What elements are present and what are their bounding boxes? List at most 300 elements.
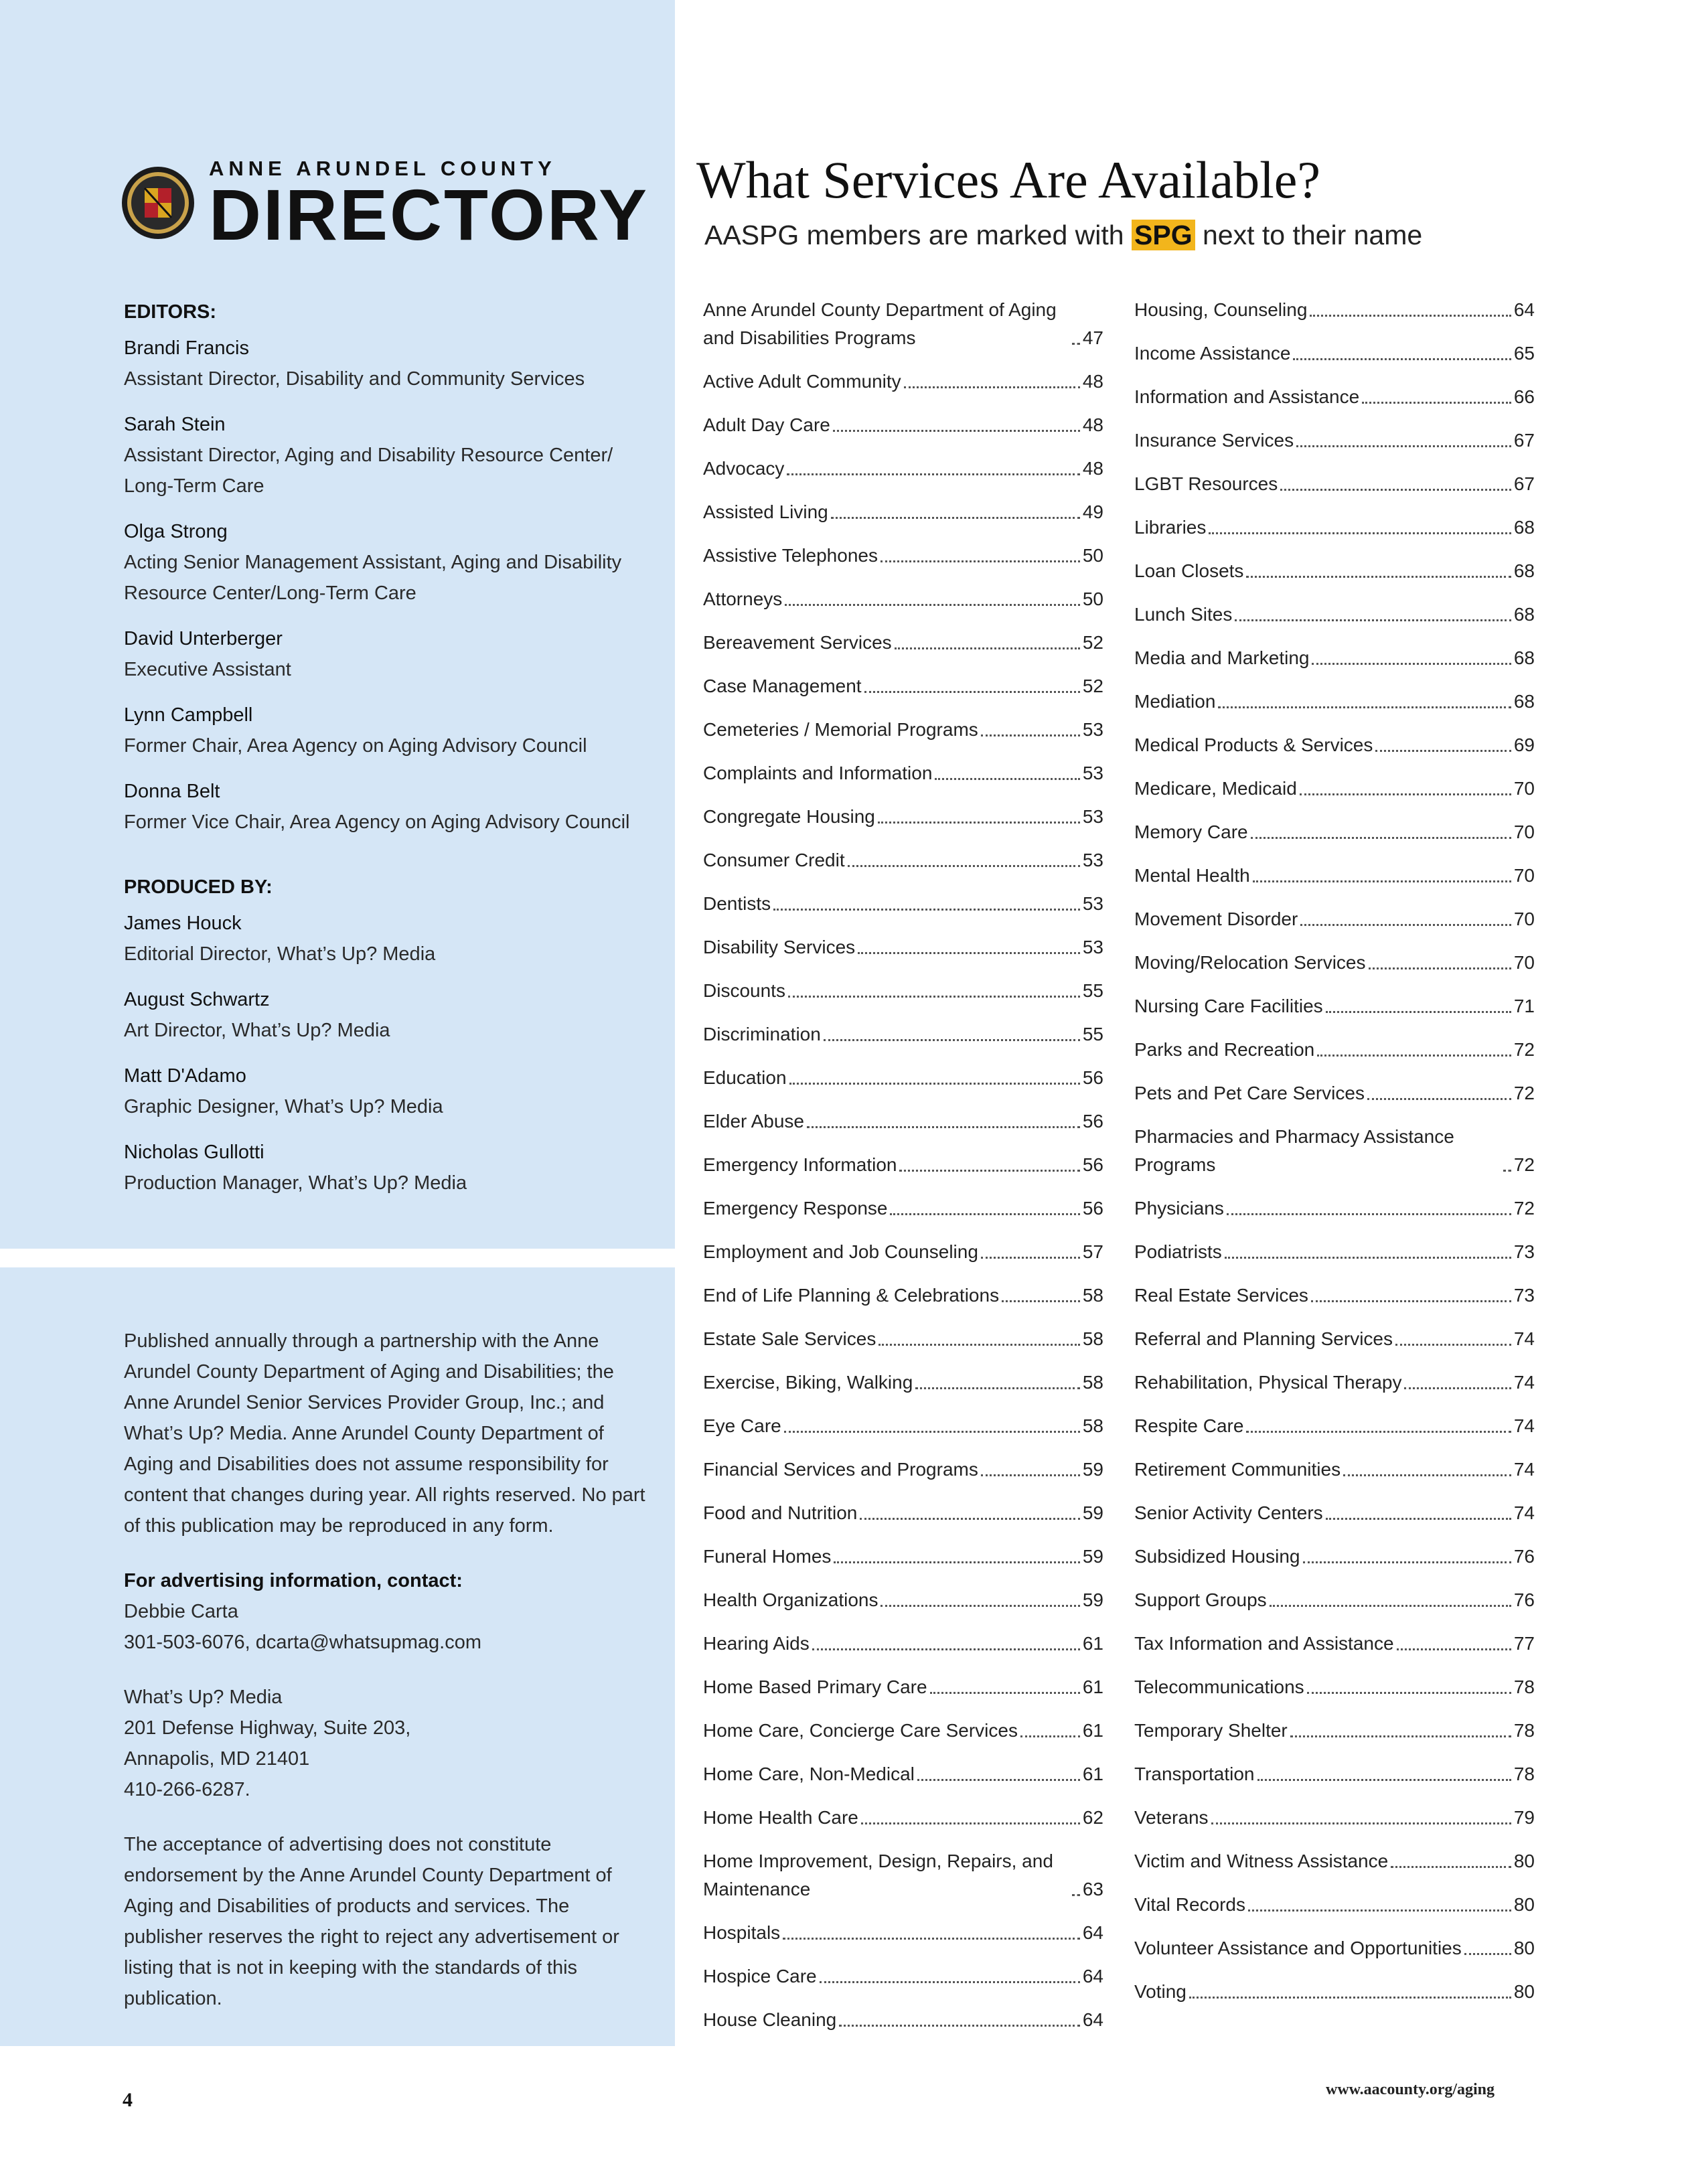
index-entry[interactable] [1134,1586,1535,1614]
dot-leader [1397,1648,1511,1650]
dot-leader [878,822,1080,824]
index-entry-page: 69 [1513,734,1535,755]
index-entry[interactable] [703,2006,1103,2034]
editor-entry [124,776,653,838]
index-entry[interactable] [1134,1543,1535,1571]
dot-leader [895,647,1080,649]
index-entry[interactable] [703,1499,1103,1527]
editors-heading: EDITORS: [124,301,217,323]
index-entry-label: Food and Nutrition [703,1502,858,1523]
index-entry[interactable] [1134,296,1535,324]
index-entry[interactable] [1134,1978,1535,2006]
dot-leader [1072,1894,1080,1896]
advertising-disclaimer: The acceptance of advertising does not constitute endorsement by the Anne Arundel County Department of Aging and Disabilities of products and services. The publisher reserves the right to reject any advertisement or listing that is not in keeping with the standards of this publication. [124,1834,619,2009]
index-entry[interactable] [1134,818,1535,846]
index-entry[interactable] [703,1456,1103,1484]
dot-leader [1307,1692,1511,1694]
index-entry[interactable] [1134,1934,1535,1962]
editor-role: Former Vice Chair, Area Agency on Aging Advisory Council [124,811,630,833]
index-entry-label: Assistive Telephones [703,545,878,566]
dot-leader [1072,343,1080,345]
index-entry[interactable] [703,1804,1103,1832]
index-entry-label: Retirement Communities [1134,1459,1341,1480]
publication-notice: Published annually through a partnership with the Anne Arundel County Department of Aging and Disabilities; the Anne Arundel Senior Services Provider Group, Inc.; and What’s Up? Media. Anne Arundel County Department of Aging and Disabilities does not assume responsibility for content that changes during year. All rights reserved. No part of this publication may be reproduced in any form. [124,1330,645,1537]
subtitle-text-end: next to their name [1203,220,1423,250]
produced-by-heading: PRODUCED BY: [124,876,273,898]
publisher-address-line1: 201 Defense Highway, Suite 203, [124,1717,411,1739]
index-entry-label: Tax Information and Assistance [1134,1633,1394,1654]
index-entry-label: Case Management [703,676,862,696]
dot-leader [1270,1605,1511,1607]
index-entry-label: Pets and Pet Care Services [1134,1083,1365,1103]
dot-leader [1391,1866,1511,1868]
index-entry[interactable] [1134,775,1535,803]
editor-name: Brandi Francis [124,337,249,359]
index-entry[interactable] [1134,644,1535,672]
index-entry[interactable] [1134,514,1535,542]
index-entry-page: 72 [1513,1083,1535,1103]
index-entry[interactable] [1134,1194,1535,1223]
dot-leader [785,604,1080,606]
dot-leader [1293,358,1511,360]
dot-leader [899,1170,1079,1172]
index-entry[interactable] [1134,470,1535,498]
index-entry-page: 64 [1082,1922,1103,1943]
producer-role: Production Manager, What’s Up? Media [124,1172,467,1194]
editor-role: Assistant Director, Disability and Community Services [124,368,585,390]
dot-leader [787,473,1079,475]
index-entry-label: Temporary Shelter [1134,1720,1288,1741]
dot-leader [1300,793,1511,795]
index-entry[interactable] [1134,1369,1535,1397]
index-entry-label: Loan Closets [1134,560,1244,581]
index-entry-page: 77 [1513,1633,1535,1654]
index-entry[interactable] [1134,1325,1535,1353]
editor-name: David Unterberger [124,628,283,649]
dot-leader [789,1083,1080,1085]
index-entry-page: 68 [1513,517,1535,538]
producer-role: Editorial Director, What’s Up? Media [124,943,436,965]
services-index-column-right [1134,296,1535,2021]
dot-leader [1290,1735,1511,1737]
index-entry-page: 78 [1513,1720,1535,1741]
index-entry-page: 58 [1082,1372,1103,1393]
index-entry-page: 66 [1513,386,1535,407]
index-entry-page: 52 [1082,632,1103,653]
index-entry-page: 67 [1513,430,1535,451]
index-entry-label: Telecommunications [1134,1676,1304,1697]
index-entry-page: 68 [1513,560,1535,581]
index-entry-label: Volunteer Assistance and Opportunities [1134,1938,1462,1958]
editor-name: Sarah Stein [124,414,226,435]
index-entry[interactable] [703,1760,1103,1788]
index-entry[interactable] [703,1325,1103,1353]
index-entry-label: Assisted Living [703,501,828,522]
index-entry[interactable] [1134,1804,1535,1832]
dot-leader [1253,880,1511,882]
index-entry-label: Real Estate Services [1134,1285,1308,1306]
dot-leader [807,1126,1080,1128]
dot-leader [1375,750,1511,752]
index-entry-label: Home Improvement, Design, Repairs, and Maintenance [703,1851,1053,1899]
dot-leader [904,386,1080,388]
index-entry-page: 64 [1082,1966,1103,1986]
index-entry-page: 53 [1082,937,1103,957]
index-entry[interactable] [703,1151,1103,1179]
index-entry[interactable] [703,1847,1103,1903]
dot-leader [1367,1098,1511,1100]
index-entry-page: 74 [1513,1415,1535,1436]
dot-leader [1225,1257,1511,1259]
index-entry[interactable] [703,1064,1103,1092]
producer-entry [124,1137,653,1198]
index-entry-page: 52 [1082,676,1103,696]
index-entry-label: Consumer Credit [703,850,845,870]
index-entry-page: 68 [1513,647,1535,668]
dot-leader [930,1692,1080,1694]
index-entry[interactable] [703,585,1103,613]
index-entry-page: 48 [1082,371,1103,392]
index-entry-label: Congregate Housing [703,806,875,827]
advertising-contact-name: Debbie Carta [124,1601,238,1622]
index-entry-label: Medical Products & Services [1134,734,1373,755]
dot-leader [1251,837,1511,839]
dot-leader [824,1039,1080,1041]
index-entry-label: Hospice Care [703,1966,817,1986]
index-entry[interactable] [1134,339,1535,368]
dot-leader [1218,706,1511,708]
index-entry-label: Financial Services and Programs [703,1459,978,1480]
index-entry-label: Memory Care [1134,822,1248,842]
index-entry[interactable] [1134,1847,1535,1875]
county-name: ANNE ARUNDEL COUNTY [209,157,556,180]
index-entry-page: 80 [1513,1851,1535,1871]
index-entry[interactable] [703,890,1103,918]
index-entry-page: 55 [1082,1024,1103,1044]
index-entry-label: Rehabilitation, Physical Therapy [1134,1372,1402,1393]
dot-leader [834,1561,1079,1563]
index-entry-page: 50 [1082,589,1103,609]
index-entry-page: 79 [1513,1807,1535,1828]
index-entry[interactable] [1134,1456,1535,1484]
producer-entry [124,1061,653,1122]
dot-leader [878,1344,1080,1346]
index-entry-label: Moving/Relocation Services [1134,952,1366,973]
page-title: What Services Are Available? [696,151,1321,209]
dot-leader [783,1938,1080,1940]
index-entry[interactable] [703,542,1103,570]
producer-name: August Schwartz [124,989,270,1010]
index-entry-page: 63 [1082,1879,1103,1899]
index-entry-label: Eye Care [703,1415,781,1436]
dot-leader [1326,1011,1511,1013]
index-entry-page: 56 [1082,1067,1103,1088]
index-entry-label: Parks and Recreation [1134,1039,1315,1060]
dot-leader [881,560,1080,562]
directory-logo [121,157,649,255]
producer-role: Graphic Designer, What’s Up? Media [124,1096,443,1117]
index-entry-label: Podiatrists [1134,1241,1222,1262]
index-entry-label: Victim and Witness Assistance [1134,1851,1389,1871]
dot-leader [1235,619,1511,621]
index-entry[interactable] [703,759,1103,787]
publisher-address-line2: Annapolis, MD 21401 [124,1748,310,1770]
index-entry[interactable] [1134,1238,1535,1266]
index-entry[interactable] [703,672,1103,700]
index-entry[interactable] [703,1412,1103,1440]
index-entry-page: 59 [1082,1546,1103,1567]
index-entry[interactable] [703,1630,1103,1658]
index-entry[interactable] [703,1673,1103,1701]
index-entry[interactable] [1134,731,1535,759]
dot-leader [1310,315,1511,317]
publisher-name: What’s Up? Media [124,1687,283,1708]
dot-leader [881,1605,1079,1607]
index-entry[interactable] [703,1107,1103,1136]
index-entry-label: Mediation [1134,691,1216,712]
dot-leader [1296,445,1511,447]
index-entry-page: 72 [1513,1039,1535,1060]
dot-leader [1303,1561,1511,1563]
index-entry-page: 58 [1082,1285,1103,1306]
county-seal-icon [121,165,196,240]
dot-leader [981,734,1080,736]
index-entry-label: Support Groups [1134,1589,1267,1610]
index-entry[interactable] [1134,557,1535,585]
index-entry-label: Home Care, Non-Medical [703,1764,915,1784]
index-entry[interactable] [1134,1281,1535,1310]
index-entry-page: 53 [1082,806,1103,827]
dot-leader [848,865,1080,867]
index-entry[interactable] [703,455,1103,483]
index-entry[interactable] [703,803,1103,831]
index-entry-label: Emergency Response [703,1198,888,1219]
index-entry-page: 61 [1082,1764,1103,1784]
editor-role: Executive Assistant [124,659,291,680]
dot-leader [1246,576,1511,578]
index-entry[interactable] [703,1543,1103,1571]
index-entry[interactable] [703,1586,1103,1614]
index-entry-page: 68 [1513,691,1535,712]
editor-name: Donna Belt [124,781,220,802]
index-entry-label: Education [703,1067,787,1088]
index-entry-label: Subsidized Housing [1134,1546,1300,1567]
index-entry[interactable] [1134,1079,1535,1107]
index-entry-page: 64 [1513,299,1535,320]
index-entry-label: Movement Disorder [1134,909,1298,929]
index-entry-label: Mental Health [1134,865,1250,886]
index-entry-page: 48 [1082,458,1103,479]
index-entry-page: 53 [1082,719,1103,740]
index-entry[interactable] [703,368,1103,396]
dot-leader [1227,1213,1511,1215]
index-entry-page: 50 [1082,545,1103,566]
dot-leader [1343,1474,1511,1476]
index-entry-page: 70 [1513,952,1535,973]
index-entry[interactable] [703,1281,1103,1310]
dot-leader [831,517,1080,519]
index-entry[interactable] [1134,1412,1535,1440]
dot-leader [1503,1170,1511,1172]
dot-leader [839,2025,1080,2027]
dot-leader [1246,1431,1511,1433]
index-entry-label: Advocacy [703,458,785,479]
index-entry-page: 58 [1082,1328,1103,1349]
index-entry[interactable] [703,1919,1103,1947]
credits-section [124,301,653,1198]
dot-leader [1020,1735,1080,1737]
index-entry-label: Physicians [1134,1198,1224,1219]
index-entry-label: Housing, Counseling [1134,299,1308,320]
index-entry[interactable] [703,1369,1103,1397]
index-entry-label: Income Assistance [1134,343,1291,364]
index-entry-label: Bereavement Services [703,632,892,653]
index-entry-label: Active Adult Community [703,371,901,392]
index-entry-label: Home Care, Concierge Care Services [703,1720,1018,1741]
index-entry[interactable] [703,933,1103,961]
index-entry[interactable] [1134,1499,1535,1527]
index-entry[interactable] [1134,1036,1535,1064]
index-entry-label: Hospitals [703,1922,781,1943]
index-entry-page: 71 [1513,996,1535,1016]
index-entry[interactable] [1134,1123,1535,1179]
index-entry-label: Attorneys [703,589,783,609]
index-entry-page: 57 [1082,1241,1103,1262]
index-entry-label: Home Based Primary Care [703,1676,927,1697]
index-entry[interactable] [703,716,1103,744]
index-entry[interactable] [1134,688,1535,716]
editor-entry [124,516,653,609]
index-entry-page: 72 [1513,1154,1535,1175]
dot-leader [812,1648,1080,1650]
index-entry-page: 72 [1513,1198,1535,1219]
index-entry[interactable] [703,1962,1103,1991]
index-entry[interactable] [703,411,1103,439]
index-entry-page: 73 [1513,1241,1535,1262]
dot-leader [1300,924,1511,926]
page-subtitle [704,220,1422,251]
index-entry-page: 49 [1082,501,1103,522]
index-entry-page: 73 [1513,1285,1535,1306]
index-entry[interactable] [703,977,1103,1005]
spg-badge: SPG [1132,220,1195,250]
index-entry-label: Information and Assistance [1134,386,1360,407]
producer-name: James Houck [124,913,242,934]
index-entry[interactable] [703,1238,1103,1266]
index-entry-label: Insurance Services [1134,430,1294,451]
producer-role: Art Director, What’s Up? Media [124,1020,390,1041]
index-entry-page: 74 [1513,1328,1535,1349]
index-entry-label: Emergency Information [703,1154,897,1175]
dot-leader [861,1822,1080,1824]
index-entry[interactable] [703,498,1103,526]
index-entry-page: 65 [1513,343,1535,364]
dot-leader [1209,532,1511,534]
services-index-column-left [703,296,1103,2049]
index-entry-page: 70 [1513,822,1535,842]
index-entry-label: Anne Arundel County Department of Aging and Disabilities Programs [703,299,1057,348]
advertising-heading: For advertising information, contact: [124,1570,463,1591]
index-entry-page: 56 [1082,1111,1103,1132]
index-entry[interactable] [1134,1717,1535,1745]
index-entry-page: 55 [1082,980,1103,1001]
index-entry-page: 70 [1513,778,1535,799]
website-link[interactable]: www.aacounty.org/aging [1326,2081,1495,2098]
index-entry-label: Veterans [1134,1807,1209,1828]
index-entry-page: 48 [1082,414,1103,435]
index-entry-page: 61 [1082,1633,1103,1654]
index-entry-label: Referral and Planning Services [1134,1328,1393,1349]
index-entry-label: Employment and Job Counseling [703,1241,978,1262]
index-entry[interactable] [1134,905,1535,933]
dot-leader [820,1981,1080,1983]
index-entry-label: Discounts [703,980,785,1001]
index-entry-page: 74 [1513,1502,1535,1523]
dot-leader [860,1518,1079,1520]
index-entry-page: 78 [1513,1676,1535,1697]
index-entry[interactable] [703,629,1103,657]
publication-info [124,1326,646,2014]
dot-leader [773,909,1080,911]
index-entry[interactable] [703,846,1103,874]
dot-leader [1280,489,1511,491]
index-entry-label: Nursing Care Facilities [1134,996,1323,1016]
dot-leader [1312,663,1511,665]
index-entry-page: 64 [1082,2009,1103,2030]
index-entry[interactable] [1134,1673,1535,1701]
index-entry[interactable] [703,1020,1103,1048]
page-number: 4 [123,2089,133,2111]
dot-leader [1317,1055,1511,1057]
index-entry[interactable] [1134,601,1535,629]
index-entry-page: 56 [1082,1198,1103,1219]
dot-leader [1395,1344,1511,1346]
index-entry-label: Exercise, Biking, Walking [703,1372,913,1393]
index-entry[interactable] [703,296,1103,352]
publisher-phone: 410-266-6287. [124,1779,250,1800]
index-entry-page: 80 [1513,1981,1535,2002]
index-entry-label: Vital Records [1134,1894,1246,1915]
index-entry-page: 74 [1513,1459,1535,1480]
index-entry[interactable] [703,1717,1103,1745]
index-entry[interactable] [1134,992,1535,1020]
index-entry-page: 80 [1513,1894,1535,1915]
dot-leader [1362,402,1511,404]
dot-leader [981,1474,1080,1476]
index-entry-page: 67 [1513,473,1535,494]
dot-leader [788,996,1080,998]
index-entry-label: Libraries [1134,517,1207,538]
index-entry-page: 70 [1513,865,1535,886]
index-entry[interactable] [1134,383,1535,411]
index-entry[interactable] [1134,1630,1535,1658]
index-entry[interactable] [1134,1760,1535,1788]
index-entry-label: Voting [1134,1981,1187,2002]
dot-leader [935,778,1079,780]
index-entry[interactable] [1134,949,1535,977]
index-entry-page: 78 [1513,1764,1535,1784]
advertising-contact-details[interactable]: 301-503-6076, dcarta@whatsupmag.com [124,1632,482,1653]
index-entry[interactable] [1134,1891,1535,1919]
index-entry-page: 70 [1513,909,1535,929]
index-entry-page: 53 [1082,893,1103,914]
dot-leader [864,691,1080,693]
index-entry[interactable] [703,1194,1103,1223]
index-entry-page: 61 [1082,1676,1103,1697]
producer-entry [124,984,653,1046]
index-entry[interactable] [1134,862,1535,890]
index-entry[interactable] [1134,426,1535,455]
